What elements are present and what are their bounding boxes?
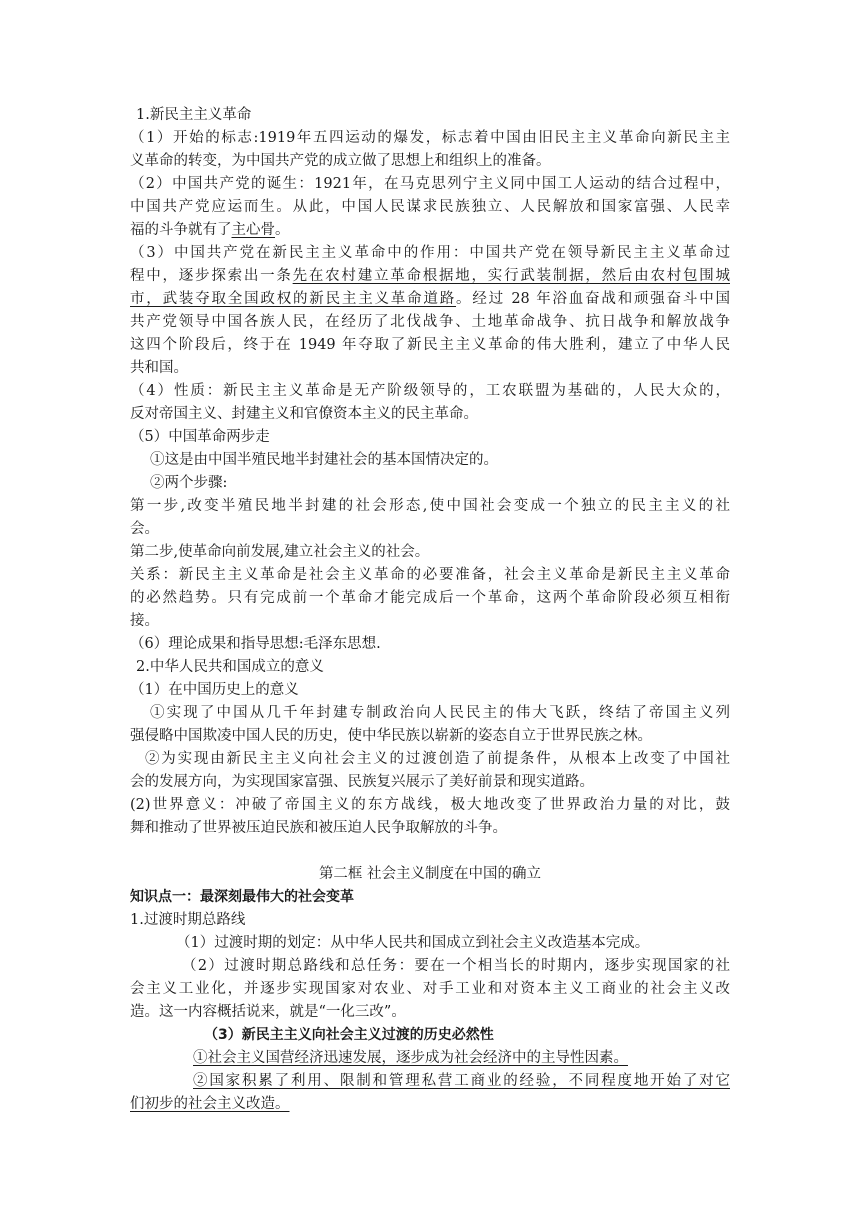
paragraph-line: 这四个阶段后，终于在 1949 年夺取了新民主主义革命的伟大胜利，建立了中华人民 <box>130 337 730 353</box>
paragraph-line <box>130 289 730 309</box>
paragraph-line: （3）中国共产党在新民主主义革命中的作用：中国共产党在领导新民主主义革命过 <box>130 245 730 261</box>
underlined-line: ①社会主义国营经济迅速发展，逐步成为社会经济中的主导性因素。 <box>193 1050 628 1066</box>
paragraph-line: 的必然趋势。只有完成前一个革命才能完成后一个革命，这两个革命阶段必须互相衔 <box>130 590 730 606</box>
text-span: 。 <box>275 222 290 238</box>
text-span: 程中，逐步探索出一条 <box>130 268 293 284</box>
paragraph-line: 中国共产党应运而生。从此，中国人民谋求民族独立、人民解放和国家富强、人民幸 <box>130 199 730 215</box>
underlined-line: ②国家积累了利用、限制和管理私营工商业的经验，不同程度地开始了对它 <box>193 1073 730 1089</box>
paragraph-line: 反对帝国主义、封建主义和官僚资本主义的民主革命。 <box>130 406 478 422</box>
paragraph-line <box>130 220 730 240</box>
paragraph-line: （4）性质：新民主主义革命是无产阶级领导的，工农联盟为基础的，人民大众的， <box>130 383 730 399</box>
underlined-line: 们初步的社会主义改造。 <box>130 1096 290 1112</box>
section-heading: 第二框 社会主义制度在中国的确立 <box>318 866 542 882</box>
paragraph-line: 舞和推动了世界被压迫民族和被压迫人民争取解放的斗争。 <box>130 820 507 836</box>
paragraph-line: (2)世界意义：冲破了帝国主义的东方战线，极大地改变了世界政治力量的对比，鼓 <box>130 797 730 813</box>
paragraph-line: 关系：新民主主义革命是社会主义革命的必要准备，社会主义革命是新民主主义革命 <box>130 567 730 583</box>
paragraph-line: 共产党领导中国各族人民，在经历了北伐战争、土地革命战争、抗日战争和解放战争 <box>130 314 730 330</box>
paragraph-line: （2）过渡时期总路线和总任务：要在一个相当长的时期内，逐步实现国家的社 <box>182 958 730 974</box>
section-title-new-democratic-revolution: 1.新民主主义革命 <box>136 107 252 123</box>
paragraph-line: （2）中国共产党的诞生：1921年，在马克思列宁主义同中国工人运动的结合过程中， <box>130 176 730 192</box>
paragraph-line: （1）过渡时期的划定：从中华人民共和国成立到社会主义改造基本完成。 <box>176 935 650 951</box>
subheading: （5）中国革命两步走 <box>130 429 270 445</box>
underlined-text: 市，武装夺取全国政权的新民主主义革命道路 <box>130 291 457 307</box>
subheading: （1）在中国历史上的意义 <box>130 682 299 698</box>
underlined-term: 主心骨 <box>231 222 275 238</box>
paragraph-line: 会的发展方向，为实现国家富强、民族复兴展示了美好前景和现实道路。 <box>130 774 594 790</box>
list-item: ①这是由中国半殖民地半封建社会的基本国情决定的。 <box>150 452 498 468</box>
text-span: 。经过 28 年浴血奋战和顽强奋斗中国 <box>456 291 730 307</box>
paragraph-line: 义革命的转变，为中国共产党的成立做了思想上和组织上的准备。 <box>130 153 551 169</box>
paragraph-line: 接。 <box>130 613 159 629</box>
subheading: 1.过渡时期总路线 <box>130 912 246 928</box>
subheading-bold: （3）新民主主义向社会主义过渡的历史必然性 <box>204 1027 494 1043</box>
paragraph-line: ②为实现由新民主主义向社会主义的过渡创造了前提条件，从根本上改变了中国社 <box>145 751 730 767</box>
paragraph-line: 第二步,使革命向前发展,建立社会主义的社会。 <box>130 544 430 560</box>
paragraph-line: 会主义工业化，并逐步实现国家对农业、对手工业和对资本主义工商业的社会主义改 <box>130 981 730 997</box>
paragraph-line: 会。 <box>130 521 159 537</box>
text-span: 福的斗争就有了 <box>130 222 232 238</box>
paragraph-line <box>130 266 730 286</box>
list-item: ②两个步骤: <box>150 475 228 491</box>
paragraph-line: ①实现了中国从几千年封建专制政治向人民民主的伟大飞跃，终结了帝国主义列 <box>150 705 730 721</box>
paragraph-line: （1）开始的标志:1919年五四运动的爆发，标志着中国由旧民主主义革命向新民主主 <box>130 130 730 146</box>
underlined-text: 先在农村建立革命根据地，实行武装制据，然后由农村包围城 <box>292 268 730 284</box>
paragraph-line: 第一步,改变半殖民地半封建的社会形态,使中国社会变成一个独立的民主主义的社 <box>130 498 730 514</box>
paragraph-line: 共和国。 <box>130 360 188 376</box>
paragraph-line: 强侵略中国欺凌中国人民的历史，使中华民族以崭新的姿态自立于世界民族之林。 <box>130 728 652 744</box>
paragraph-line: 造。这一内容概括说来，就是“一化三改”。 <box>130 1004 406 1020</box>
paragraph-line: （6）理论成果和指导思想:毛泽东思想. <box>130 636 381 652</box>
section-title-founding-significance: 2.中华人民共和国成立的意义 <box>136 659 324 675</box>
knowledge-point-title: 知识点一：最深刻最伟大的社会变革 <box>130 889 354 905</box>
